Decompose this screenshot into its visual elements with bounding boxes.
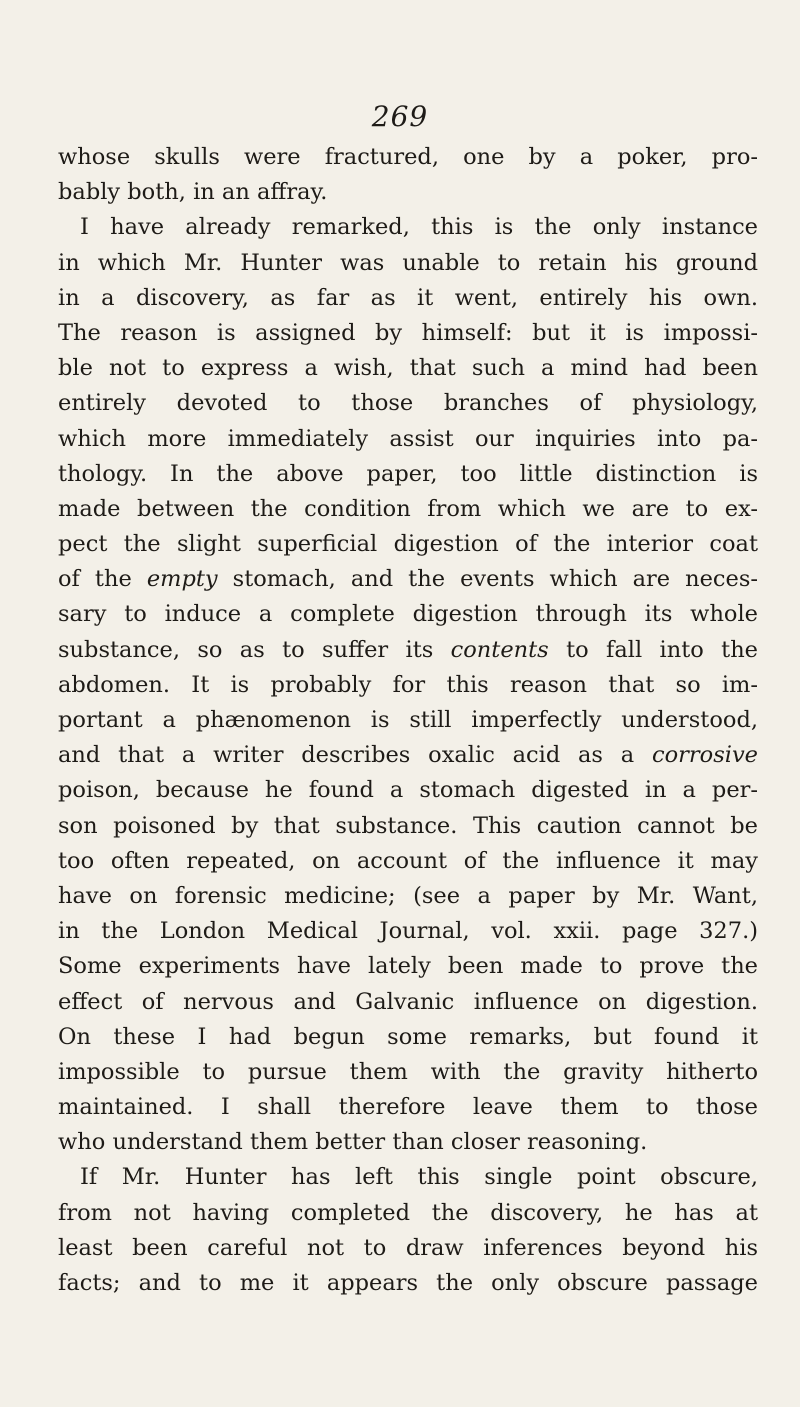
- text-line: made between the condition from which we are to ex-: [58, 495, 758, 522]
- text-line: who understand them better than closer reasoning.: [58, 1129, 648, 1156]
- text-line: The reason is assigned by himself: but it is impossi-: [58, 319, 758, 346]
- text-line: least been careful not to draw inferences beyond his: [58, 1234, 758, 1261]
- paragraph-start-line: If Mr. Hunter has left this single point obscure,: [80, 1164, 758, 1191]
- emphasis-contents: contents: [450, 636, 549, 663]
- text-line: sary to induce a complete digestion through its whole: [58, 601, 758, 628]
- text-line: On these I had begun some remarks, but found it: [58, 1023, 758, 1050]
- text-line: facts; and to me it appears the only obscure passage: [58, 1270, 758, 1296]
- text-line: impossible to pursue them with the gravity hitherto: [58, 1058, 758, 1085]
- text-line: from not having completed the discovery, he has at: [58, 1199, 758, 1226]
- text-line: Some experiments have lately been made to prove the: [58, 953, 758, 980]
- text-line: poison, because he found a stomach digested in a per-: [58, 777, 758, 804]
- paragraph-start-line: I have already remarked, this is the only instance: [80, 214, 758, 241]
- emphasis-empty: empty: [146, 566, 218, 593]
- text-line: in a discovery, as far as it went, entirely his own.: [58, 284, 758, 311]
- text-line: ble not to express a wish, that such a mind had been: [58, 355, 758, 382]
- text-line: in the London Medical Journal, vol. xxii. page 327.): [58, 918, 758, 945]
- page-number: 269: [371, 100, 429, 133]
- text-line: entirely devoted to those branches of physiology,: [58, 390, 758, 417]
- text-line: which more immediately assist our inquiries into pa-: [58, 425, 758, 452]
- text-line: in which Mr. Hunter was unable to retain his ground: [58, 249, 758, 276]
- body-text: [58, 140, 758, 1301]
- emphasis-corrosive: corrosive: [652, 742, 758, 769]
- text-line: pect the slight superficial digestion of the interior coat: [58, 531, 758, 558]
- text-line: portant a phænomenon is still imperfectly understood,: [58, 707, 758, 733]
- text-line: have on forensic medicine; (see a paper by Mr. Want,: [58, 882, 758, 909]
- text-line: and that a writer describes oxalic acid as a corrosive: [58, 742, 758, 769]
- text-line: bably both, in an affray.: [58, 179, 328, 206]
- text-line: substance, so as to suffer its contents to fall into the: [58, 636, 758, 663]
- text-line: thology. In the above paper, too little distinction is: [58, 460, 758, 487]
- text-line: maintained. I shall therefore leave them to those: [58, 1094, 758, 1121]
- text-line: effect of nervous and Galvanic influence on digestion.: [58, 988, 758, 1015]
- text-line: too often repeated, on account of the influence it may: [58, 847, 758, 874]
- text-line: son poisoned by that substance. This caution cannot be: [58, 812, 758, 839]
- text-line: whose skulls were fractured, one by a poker, pro-: [58, 144, 758, 170]
- text-line: abdomen. It is probably for this reason that so im-: [58, 671, 758, 698]
- text-line: of the empty stomach, and the events which are neces-: [58, 566, 759, 593]
